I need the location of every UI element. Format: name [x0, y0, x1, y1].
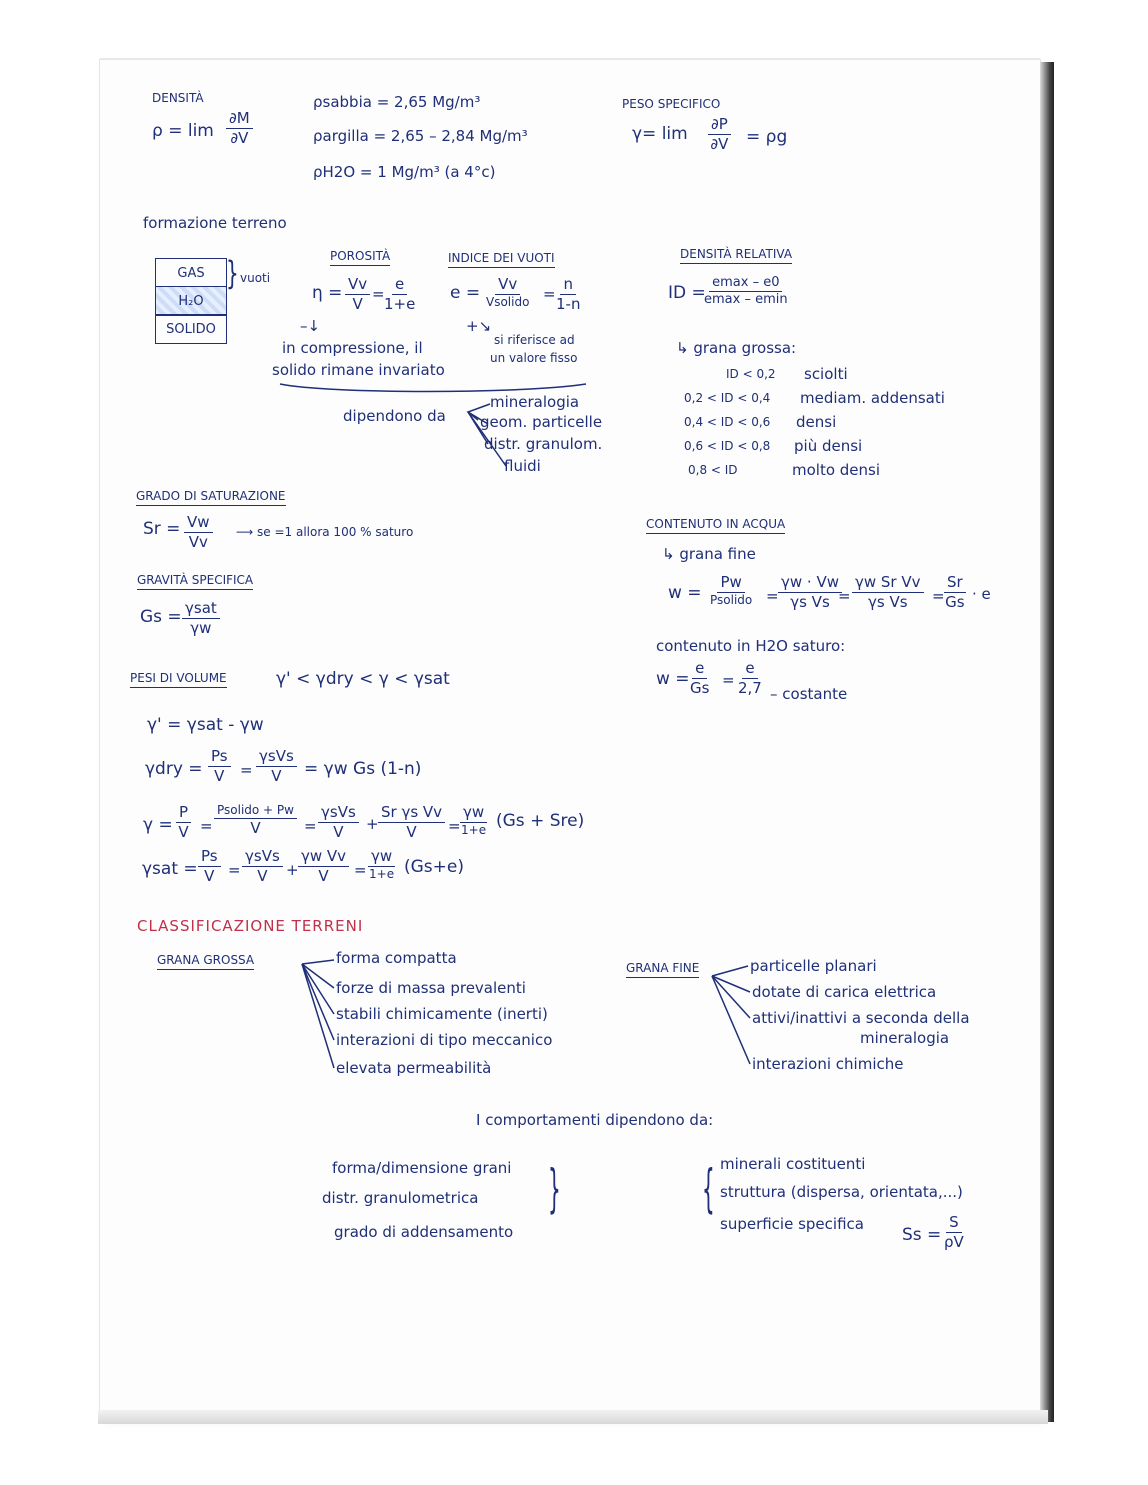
- grossa-item: interazioni di tipo meccanico: [336, 1031, 553, 1049]
- contenuto-saturo: contenuto in H2O saturo:: [656, 637, 846, 655]
- denominator: V: [250, 819, 261, 838]
- grana-grossa-title: GRANA GROSSA: [157, 954, 254, 970]
- numerator: γw · Vw: [778, 574, 842, 593]
- vuoti-label: vuoti: [240, 271, 271, 285]
- numerator: Sr: [944, 574, 966, 593]
- denominator: V: [406, 822, 417, 841]
- saturazione-lhs: Sr =: [143, 519, 181, 539]
- formazione-title: formazione terreno: [143, 214, 287, 232]
- pesi-gamma-lhs: γ =: [143, 815, 173, 835]
- denominator: Vv: [188, 532, 208, 551]
- numerator: γsat: [182, 600, 220, 619]
- numerator: Ps: [208, 748, 231, 767]
- dipendono-label: dipendono da: [343, 407, 446, 425]
- brace-right-group: {: [702, 1157, 715, 1220]
- contenuto-w-lhs: w =: [656, 669, 690, 689]
- contenuto-tail: · e: [972, 585, 991, 603]
- peso-specifico-rhs: = ρg: [746, 127, 788, 147]
- id-label: densi: [796, 413, 837, 431]
- peso-specifico-formula: γ= lim: [632, 124, 688, 144]
- numerator: ∂M: [226, 110, 253, 129]
- denominator: V: [352, 294, 363, 313]
- contenuto-w-eq: =: [722, 671, 735, 689]
- fine-item: dotate di carica elettrica: [752, 983, 937, 1001]
- porosita-note-1: in compressione, il: [282, 339, 423, 357]
- comportamento-title: I comportamenti dipendono da:: [476, 1111, 714, 1129]
- superficie-specifica-lhs: Ss =: [902, 1225, 942, 1245]
- classificazione-title: CLASSIFICAZIONE TERRENI: [137, 917, 364, 935]
- numerator: Vv: [345, 276, 370, 295]
- pesi-plus: +: [286, 861, 299, 879]
- comportamento-left-item: forma/dimensione grani: [332, 1159, 512, 1177]
- id-label: più densi: [794, 437, 863, 455]
- gravita-lhs: Gs =: [140, 607, 182, 627]
- pesi-eq: =: [304, 817, 317, 835]
- comportamento-right-item: minerali costituenti: [720, 1155, 866, 1173]
- brace-left-group: }: [548, 1157, 561, 1220]
- numerator: γsVs: [242, 848, 283, 867]
- porosita-note-2: solido rimane invariato: [272, 361, 445, 379]
- denominator: ∂V: [710, 134, 729, 153]
- comportamento-left-item: grado di addensamento: [334, 1223, 514, 1241]
- pesi-gamma-rhs: (Gs + Sre): [496, 811, 585, 831]
- denominator: 1+e: [384, 294, 416, 313]
- brace-vuoti: }: [226, 253, 239, 292]
- id-range: ID < 0,2: [726, 367, 776, 381]
- saturazione-title: GRADO DI SATURAZIONE: [136, 490, 286, 506]
- indice-vuoti-eq: =: [543, 285, 556, 303]
- denominator: V: [271, 766, 282, 785]
- denominator: Gs: [945, 592, 965, 611]
- pesi-eq: =: [354, 861, 367, 879]
- contenuto-lhs: w =: [668, 583, 702, 603]
- densita-argilla: ρargilla = 2,65 – 2,84 Mg/m³: [313, 127, 528, 145]
- saturazione-note: ⟶ se =1 allora 100 % saturo: [236, 525, 414, 539]
- numerator: γsVs: [256, 748, 297, 767]
- numerator: γw: [460, 804, 487, 823]
- grana-fine-label: ↳ grana fine: [662, 545, 756, 563]
- pesi-eq: =: [228, 861, 241, 879]
- indice-vuoti-arrow: +↘: [466, 317, 492, 335]
- pesi-title: PESI DI VOLUME: [130, 672, 227, 688]
- phase-solid: SOLIDO: [155, 314, 227, 344]
- fine-item: mineralogia: [860, 1029, 950, 1047]
- numerator: n: [560, 276, 576, 295]
- numerator: S: [946, 1214, 962, 1233]
- numerator: e: [392, 276, 407, 295]
- denominator: 1-n: [556, 294, 581, 313]
- numerator: γw Vv: [298, 848, 349, 867]
- denominator: V: [257, 866, 268, 885]
- contenuto-eq: =: [766, 587, 779, 605]
- denominator: Vsolido: [486, 294, 530, 309]
- denominator: 2,7: [738, 678, 762, 697]
- denominator: 1+e: [461, 822, 487, 837]
- id-range: 0,8 < ID: [688, 463, 738, 477]
- pesi-order: γ' < γdry < γ < γsat: [276, 669, 450, 689]
- contenuto-eq: =: [932, 587, 945, 605]
- pesi-sat-rhs: (Gs+e): [404, 857, 464, 877]
- indice-vuoti-note-1: si riferisce ad: [494, 333, 575, 347]
- dipendono-item: fluidi: [504, 457, 541, 475]
- grana-grossa-label: ↳ grana grossa:: [676, 339, 797, 357]
- comportamento-right-item: superficie specifica: [720, 1215, 864, 1233]
- contenuto-costante: – costante: [770, 685, 848, 703]
- densita-title: DENSITÀ: [152, 91, 204, 105]
- denominator: V: [214, 766, 225, 785]
- denominator: V: [318, 866, 329, 885]
- dipendono-item: mineralogia: [490, 393, 580, 411]
- densita-relativa-lhs: ID =: [668, 283, 706, 303]
- grossa-item: stabili chimicamente (inerti): [336, 1005, 548, 1023]
- numerator: Vw: [184, 514, 213, 533]
- densita-sabbia: ρsabbia = 2,65 Mg/m³: [313, 93, 481, 111]
- denominator: ∂V: [230, 128, 249, 147]
- densita-h2o: ρH2O = 1 Mg/m³ (a 4°c): [313, 163, 496, 181]
- id-range: 0,2 < ID < 0,4: [684, 391, 771, 405]
- denominator: γs Vs: [867, 592, 908, 611]
- id-label: mediam. addensati: [800, 389, 945, 407]
- denominator: V: [333, 822, 344, 841]
- denominator: emax – emin: [704, 292, 788, 308]
- indice-vuoti-title: INDICE DEI VUOTI: [448, 252, 555, 268]
- pesi-dry-rhs: = γw Gs (1-n): [304, 759, 422, 779]
- id-label: sciolti: [804, 365, 848, 383]
- porosita-arrow: –↓: [300, 317, 321, 335]
- denominator: V: [178, 822, 189, 841]
- phase-water: H₂O: [155, 286, 227, 316]
- comportamento-left-item: distr. granulometrica: [322, 1189, 479, 1207]
- numerator: Sr γs Vv: [378, 804, 445, 823]
- dipendono-item: geom. particelle: [480, 413, 603, 431]
- denominator: 1+e: [369, 866, 395, 881]
- numerator: Vv: [495, 276, 520, 295]
- indice-vuoti-lhs: e =: [450, 283, 481, 303]
- numerator: P: [176, 804, 191, 823]
- numerator: γw: [368, 848, 395, 867]
- denominator: γw: [190, 618, 212, 637]
- dipendono-item: distr. granulom.: [484, 435, 603, 453]
- grana-fine-title: GRANA FINE: [626, 962, 699, 978]
- numerator: e: [742, 660, 757, 679]
- grossa-item: elevata permeabilità: [336, 1059, 492, 1077]
- denominator: Gs: [690, 678, 710, 697]
- grossa-item: forze di massa prevalenti: [336, 979, 526, 997]
- numerator: emax – e0: [709, 276, 782, 292]
- contenuto-title: CONTENUTO IN ACQUA: [646, 518, 785, 534]
- pesi-sat-lhs: γsat =: [142, 859, 198, 879]
- denominator: ρV: [944, 1232, 964, 1251]
- gravita-title: GRAVITÀ SPECIFICA: [137, 574, 253, 590]
- porosita-title: POROSITÀ: [330, 250, 390, 266]
- denominator: V: [204, 866, 215, 885]
- phase-gas: GAS: [155, 258, 227, 288]
- porosita-lhs: η =: [312, 283, 343, 303]
- pesi-gamma-prime: γ' = γsat - γw: [147, 715, 264, 735]
- denominator: Psolido: [710, 592, 753, 607]
- densita-formula: ρ = lim: [152, 121, 214, 141]
- pesi-plus: +: [366, 815, 379, 833]
- denominator: γs Vs: [790, 592, 830, 611]
- id-range: 0,4 < ID < 0,6: [684, 415, 771, 429]
- pesi-dry-lhs: γdry =: [145, 759, 203, 779]
- porosita-eq: =: [372, 285, 385, 303]
- comportamento-right-item: struttura (dispersa, orientata,...): [720, 1183, 963, 1201]
- numerator: γsVs: [318, 804, 359, 823]
- pesi-eq: =: [240, 761, 253, 779]
- pesi-eq: =: [448, 817, 461, 835]
- grossa-item: forma compatta: [336, 949, 457, 967]
- densita-relativa-title: DENSITÀ RELATIVA: [680, 248, 792, 264]
- id-label: molto densi: [792, 461, 881, 479]
- fine-item: attivi/inattivi a seconda della: [752, 1009, 970, 1027]
- contenuto-eq: =: [838, 587, 851, 605]
- indice-vuoti-note-2: un valore fisso: [490, 351, 578, 365]
- fine-item: interazioni chimiche: [752, 1055, 904, 1073]
- pesi-eq: =: [200, 817, 213, 835]
- id-range: 0,6 < ID < 0,8: [684, 439, 771, 453]
- peso-specifico-title: PESO SPECIFICO: [622, 97, 721, 111]
- numerator: Pw: [717, 574, 744, 593]
- numerator: Ps: [198, 848, 221, 867]
- numerator: ∂P: [708, 116, 731, 135]
- numerator: Psolido + Pw: [214, 804, 297, 819]
- dipendono-bracket: [280, 384, 586, 392]
- numerator: e: [692, 660, 707, 679]
- fine-item: particelle planari: [750, 957, 877, 975]
- numerator: γw Sr Vv: [852, 574, 924, 593]
